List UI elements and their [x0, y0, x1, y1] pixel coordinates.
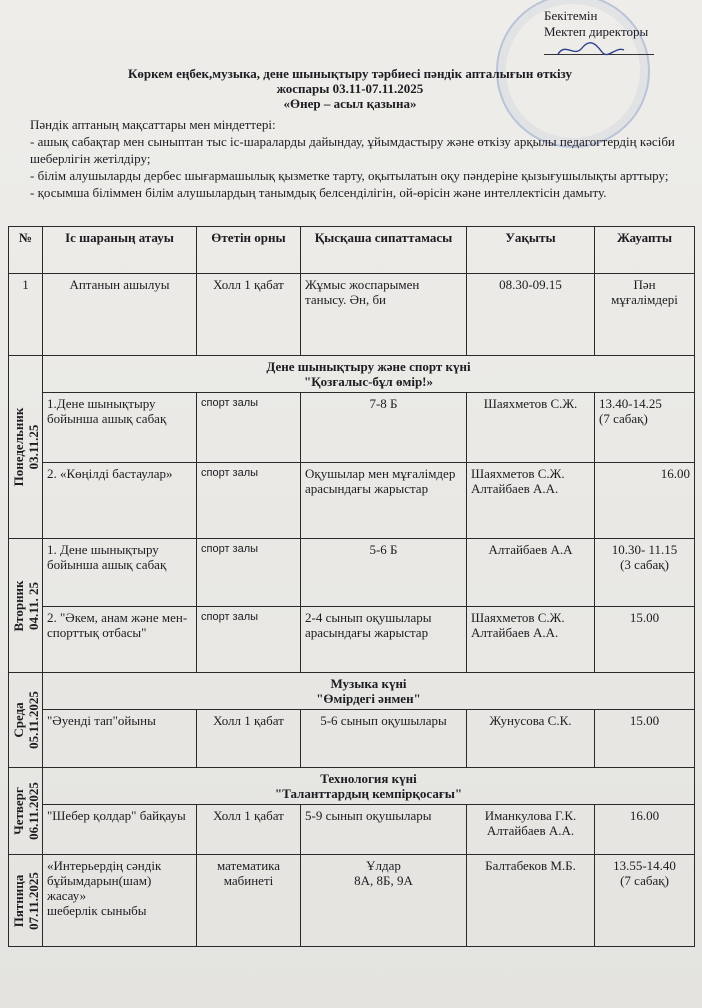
- goal-item: - білім алушыларды дербес шығармашылық қызметке тарту, оқытылатын оқу пәндеріне қызығушылықты арттыру;: [30, 168, 669, 183]
- cell-resp: Пән мұғалімдері: [595, 274, 695, 356]
- section-line1: Дене шынықтыру және спорт күні: [266, 359, 471, 374]
- cell-desc: 5-9 сынып оқушылары: [301, 805, 467, 855]
- day-cell: [9, 855, 43, 947]
- goal-item: - қосымша біліммен білім алушылардың танымдық белсенділігін, ой-өрісін және интеллектісін дамыту.: [30, 185, 607, 200]
- day-name: Понедельник: [10, 407, 26, 487]
- time-line2: Алтайбаев А.А.: [471, 625, 559, 640]
- cell-place: спорт залы: [197, 539, 301, 607]
- name-line2: шеберлік сыныбы: [47, 903, 147, 918]
- table-row: [9, 463, 695, 539]
- section-line1: Музыка күні: [330, 676, 407, 691]
- resp-line1: 13.40-14.25: [599, 396, 662, 411]
- cell-time: Алтайбаев А.А: [467, 539, 595, 607]
- section-row: [9, 768, 695, 805]
- day-cell: [9, 539, 43, 673]
- goals-heading: Пәндік аптаның мақсаттары мен міндеттері:: [30, 117, 276, 132]
- section-row: [9, 356, 695, 393]
- cell-place: Холл 1 қабат: [197, 710, 301, 768]
- cell-place: спорт залы: [197, 463, 301, 539]
- cell-name: "Шебер қолдар" байқауы: [43, 805, 197, 855]
- header-num: №: [9, 227, 43, 274]
- cell-resp: 16.00: [595, 805, 695, 855]
- day-date: 07.11.2025: [25, 871, 41, 930]
- cell-desc: Жұмыс жоспарымен танысу. Ән, би: [301, 274, 467, 356]
- cell-place: Холл 1 қабат: [197, 274, 301, 356]
- schedule-table: [8, 226, 695, 947]
- day-cell: [9, 356, 43, 539]
- day-date: 04.11. 25: [25, 581, 41, 630]
- cell-place: Холл 1 қабат: [197, 805, 301, 855]
- table-row: [9, 855, 695, 947]
- cell-time: Шаяхметов С.Ж.: [467, 393, 595, 463]
- cell-time: [467, 805, 595, 855]
- cell-name: 1.Дене шынықтыру бойынша ашық сабақ: [43, 393, 197, 463]
- cell-place: спорт залы: [197, 393, 301, 463]
- cell-name: "Әуенді тап"ойыны: [43, 710, 197, 768]
- section-row: [9, 673, 695, 710]
- cell-place: спорт залы: [197, 607, 301, 673]
- cell-desc: 7-8 Б: [301, 393, 467, 463]
- table-row: [9, 274, 695, 356]
- day-name: Вторник: [10, 579, 26, 632]
- day-name: Четверг: [10, 787, 26, 835]
- header-place: Өтетін орны: [197, 227, 301, 274]
- time-line2: Алтайбаев А.А.: [486, 823, 575, 838]
- resp-line2: (7 сабақ): [599, 411, 648, 426]
- cell-desc: [301, 855, 467, 947]
- resp-line1: 10.30- 11.15: [611, 542, 678, 557]
- day-date: 06.11.2025: [25, 782, 41, 840]
- cell-name: 2. «Көңілді бастаулар»: [43, 463, 197, 539]
- time-line1: Иманкулова Г.К.: [484, 808, 577, 823]
- resp-line1: 13.55-14.40: [613, 858, 676, 873]
- day-date: 05.11.2025: [25, 691, 41, 749]
- table-row: [9, 607, 695, 673]
- cell-resp: 15.00: [595, 607, 695, 673]
- approval-line1: Бекітемін: [544, 8, 598, 23]
- cell-resp: [595, 539, 695, 607]
- cell-desc: Оқушылар мен мұғалімдер арасындағы жарыстар: [301, 463, 467, 539]
- header-name: Іс шараның атауы: [43, 227, 197, 274]
- header-desc: Қысқаша сипаттамасы: [301, 227, 467, 274]
- day-date: 03.11.25: [25, 424, 41, 470]
- desc-line1: Ұлдар: [366, 858, 401, 873]
- table-row: [9, 710, 695, 768]
- cell-resp: [595, 393, 695, 463]
- document-title: [20, 66, 680, 111]
- section-title: [43, 356, 695, 393]
- section-line1: Технология күні: [320, 771, 417, 786]
- time-line2: Алтайбаев А.А.: [471, 481, 559, 496]
- section-line2: "Өмірдегі әнмен": [316, 691, 421, 706]
- resp-line2: (7 сабақ): [620, 873, 669, 888]
- desc-line2: 8А, 8Б, 9А: [354, 873, 413, 888]
- goals-section: [30, 116, 680, 201]
- cell-name: Аптанын ашылуы: [43, 274, 197, 356]
- cell-num: 1: [9, 274, 43, 356]
- section-line2: "Таланттардың кемпірқосағы": [274, 786, 463, 801]
- day-cell: [9, 673, 43, 768]
- cell-name: 2. "Әкем, анам және мен-спорттық отбасы": [43, 607, 197, 673]
- cell-resp: 16.00: [595, 463, 695, 539]
- cell-time: Жунусова С.К.: [467, 710, 595, 768]
- approval-line2: Мектеп директоры: [544, 24, 649, 39]
- table-header-row: [9, 227, 695, 274]
- cell-desc: 5-6 сынып оқушылары: [301, 710, 467, 768]
- time-line1: Шаяхметов С.Ж.: [471, 466, 565, 481]
- cell-time: Балтабеков М.Б.: [467, 855, 595, 947]
- table-row: [9, 393, 695, 463]
- day-name: Пятница: [10, 874, 26, 927]
- cell-time: 08.30-09.15: [467, 274, 595, 356]
- cell-time: [467, 463, 595, 539]
- section-title: [43, 768, 695, 805]
- table-row: [9, 805, 695, 855]
- header-time: Уақыты: [467, 227, 595, 274]
- resp-line2: (3 сабақ): [620, 557, 669, 572]
- cell-desc: 5-6 Б: [301, 539, 467, 607]
- title-line1: Көркем еңбек,музыка, дене шынықтыру тәрбиесі пәндік апталығын өткізу: [127, 66, 573, 81]
- goal-item: - ашық сабақтар мен сыныптан тыс іс-шараларды дайындау, ұйымдастыру және өткізу арқылы педагогтердің кәсіби шеберлігін жетілдіру;: [30, 134, 675, 166]
- cell-time: [467, 607, 595, 673]
- day-cell: [9, 768, 43, 855]
- table-row: [9, 539, 695, 607]
- director-signature: [556, 40, 626, 60]
- section-title: [43, 673, 695, 710]
- section-line2: "Қозғалыс-бұл өмір!»: [304, 374, 433, 389]
- name-line1: «Интерьердің сәндік бұйымдарын(шам) жасау»: [47, 858, 162, 903]
- cell-resp: 15.00: [595, 710, 695, 768]
- header-resp: Жауапты: [595, 227, 695, 274]
- cell-place: математика мабинеті: [197, 855, 301, 947]
- title-line2: жоспары 03.11-07.11.2025: [276, 81, 424, 96]
- day-name: Среда: [10, 702, 26, 738]
- cell-name: 1. Дене шынықтыру бойынша ашық сабақ: [43, 539, 197, 607]
- cell-name: [43, 855, 197, 947]
- title-line3: «Өнер – асыл қазына»: [283, 96, 417, 111]
- cell-resp: [595, 855, 695, 947]
- cell-desc: 2-4 сынып оқушылары арасындағы жарыстар: [301, 607, 467, 673]
- time-line1: Шаяхметов С.Ж.: [471, 610, 565, 625]
